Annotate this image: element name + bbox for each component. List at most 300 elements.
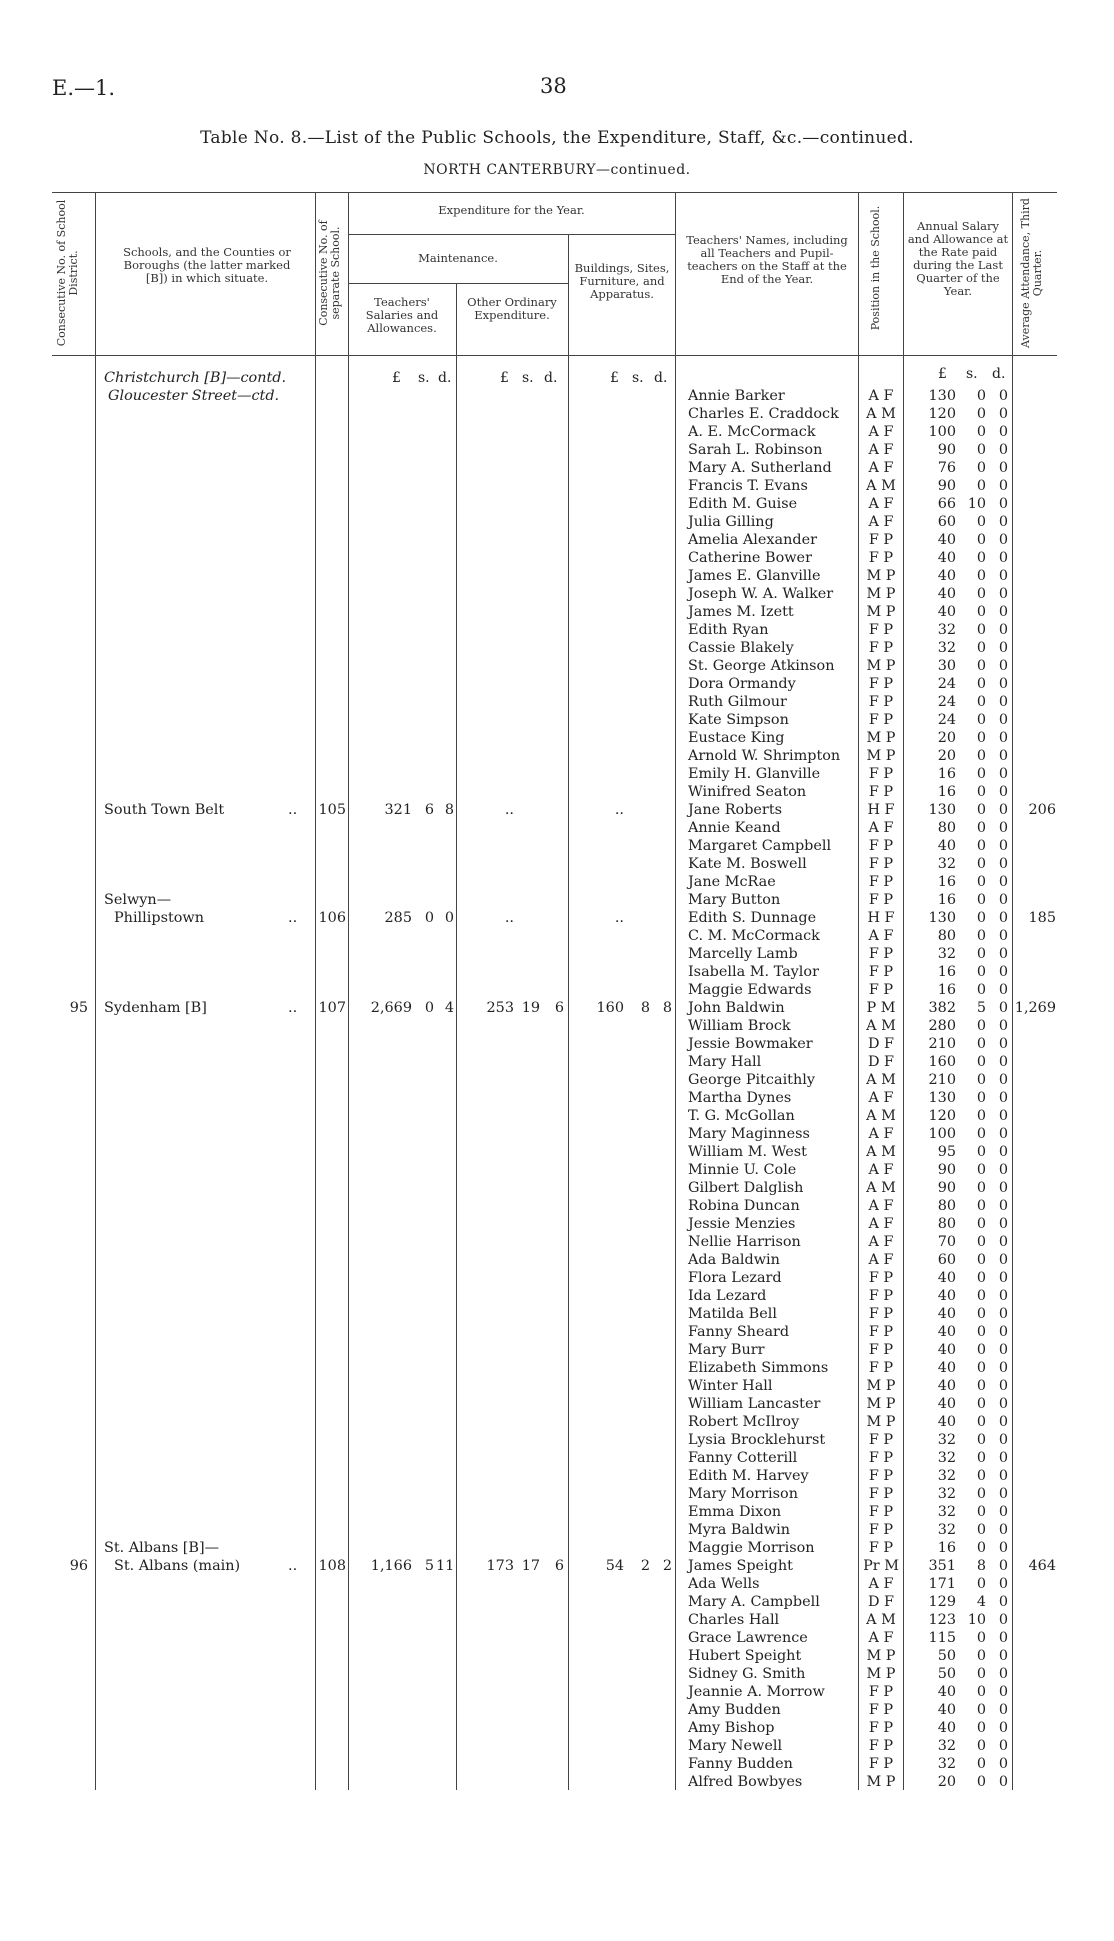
teacher-position: F P	[868, 1702, 894, 1718]
teacher-name: William Brock	[688, 1018, 791, 1034]
col-header-teachers-names: Teachers' Names, including all Teachers and Pupil-teachers on the Staff at the End of the Year.	[686, 233, 848, 286]
salary-pence: 0	[998, 460, 1008, 476]
salary-shillings: 0	[976, 1306, 986, 1322]
teacher-name: Edith M. Harvey	[688, 1468, 809, 1484]
teacher-name: Julia Gilling	[688, 514, 774, 530]
teacher-name: Jane McRae	[688, 874, 776, 890]
salary-pence: 0	[998, 1486, 1008, 1502]
teacher-name: John Baldwin	[688, 1000, 785, 1016]
teacher-position: A M	[866, 1108, 896, 1124]
salary-shillings: 0	[976, 676, 986, 692]
salary-pounds: 40	[937, 586, 956, 602]
salary-pounds: 171	[928, 1576, 956, 1592]
teacher-name: Fanny Sheard	[688, 1324, 790, 1340]
salary-pounds: 40	[937, 838, 956, 854]
salary-shillings: 0	[976, 622, 986, 638]
teacher-position: A F	[868, 514, 894, 530]
salary-pence: 0	[998, 406, 1008, 422]
teacher-name: Kate Simpson	[688, 712, 789, 728]
salary-shillings: 0	[976, 1108, 986, 1124]
salary-pence: 0	[998, 586, 1008, 602]
salary-pounds: 90	[937, 442, 956, 458]
salary-pence: 0	[998, 1054, 1008, 1070]
teacher-position: M P	[866, 604, 896, 620]
salaries-pence: 11	[436, 1558, 455, 1574]
salary-pounds: 50	[937, 1648, 956, 1664]
salary-pounds: 40	[937, 1306, 956, 1322]
teacher-name: Flora Lezard	[688, 1270, 782, 1286]
salary-shillings: 0	[976, 1504, 986, 1520]
teacher-position: P M	[866, 1000, 896, 1016]
teacher-position: F P	[868, 856, 894, 872]
teacher-name: Margaret Campbell	[688, 838, 832, 854]
salary-shillings: 0	[976, 1180, 986, 1196]
unit-shillings-other: s.	[522, 370, 534, 386]
teacher-position: M P	[866, 1378, 896, 1394]
salary-shillings: 0	[976, 442, 986, 458]
buildings-pounds: 54	[605, 1558, 624, 1574]
salary-pounds: 32	[937, 1504, 956, 1520]
unit-pounds-salaries: £	[392, 370, 401, 386]
salary-shillings: 0	[976, 730, 986, 746]
teacher-position: F P	[868, 1756, 894, 1772]
salary-shillings: 8	[976, 1558, 986, 1574]
salary-pounds: 40	[937, 568, 956, 584]
salary-shillings: 0	[976, 1288, 986, 1304]
col-header-teachers-salaries: Teachers' Salaries and Allowances.	[365, 295, 439, 335]
salary-pence: 0	[998, 1324, 1008, 1340]
teacher-name: Matilda Bell	[688, 1306, 777, 1322]
teacher-position: D F	[867, 1054, 895, 1070]
school-name: Sydenham [B]	[104, 1000, 207, 1016]
salary-shillings: 0	[976, 460, 986, 476]
teacher-position: A M	[866, 406, 896, 422]
salary-shillings: 0	[976, 478, 986, 494]
salary-pounds: 210	[928, 1072, 956, 1088]
teacher-name: Winter Hall	[688, 1378, 773, 1394]
salary-pounds: 100	[928, 424, 956, 440]
teacher-name: Mary Morrison	[688, 1486, 798, 1502]
salary-shillings: 0	[976, 1648, 986, 1664]
salaries-pence: 4	[444, 1000, 454, 1016]
salary-pence: 0	[998, 1000, 1008, 1016]
salary-pounds: 123	[928, 1612, 956, 1628]
salary-pounds: 130	[928, 910, 956, 926]
teacher-position: F P	[868, 1540, 894, 1556]
teacher-position: F P	[868, 1504, 894, 1520]
salary-shillings: 0	[976, 1756, 986, 1772]
salary-pence: 0	[998, 1540, 1008, 1556]
other-pence: 6	[554, 1558, 564, 1574]
salary-shillings: 0	[976, 784, 986, 800]
teacher-position: Pr M	[863, 1558, 899, 1574]
salary-pence: 0	[998, 1288, 1008, 1304]
other-pence: 6	[554, 1000, 564, 1016]
col-header-position: Position in the School.	[869, 205, 882, 331]
salary-pence: 0	[998, 568, 1008, 584]
teacher-name: Mary Button	[688, 892, 781, 908]
salary-shillings: 0	[976, 802, 986, 818]
teacher-position: A M	[866, 1144, 896, 1160]
salary-pence: 0	[998, 1036, 1008, 1052]
salary-shillings: 0	[976, 1684, 986, 1700]
salary-pounds: 70	[937, 1234, 956, 1250]
salary-shillings: 0	[976, 928, 986, 944]
salary-pence: 0	[998, 1432, 1008, 1448]
salary-shillings: 0	[976, 874, 986, 890]
teacher-name: George Pitcaithly	[688, 1072, 815, 1088]
unit-pounds-annual: £	[938, 366, 947, 382]
salary-pence: 0	[998, 1162, 1008, 1178]
salary-pounds: 32	[937, 1450, 956, 1466]
salary-shillings: 0	[976, 1324, 986, 1340]
salary-shillings: 0	[976, 388, 986, 404]
salary-pounds: 16	[937, 964, 956, 980]
salary-pence: 0	[998, 910, 1008, 926]
salary-shillings: 0	[976, 964, 986, 980]
table-subtitle: NORTH CANTERBURY—continued.	[423, 162, 691, 178]
teacher-position: F P	[868, 1450, 894, 1466]
salary-shillings: 0	[976, 1036, 986, 1052]
salary-pence: 0	[998, 1720, 1008, 1736]
teacher-position: F P	[868, 532, 894, 548]
salary-pence: 0	[998, 550, 1008, 566]
unit-pence-buildings: d.	[654, 370, 668, 386]
unit-shillings-annual: s.	[966, 366, 978, 382]
salary-pounds: 160	[928, 1054, 956, 1070]
salary-shillings: 5	[976, 1000, 986, 1016]
salary-shillings: 0	[976, 694, 986, 710]
salary-pence: 0	[998, 622, 1008, 638]
teacher-position: M P	[866, 1666, 896, 1682]
salary-shillings: 0	[976, 1018, 986, 1034]
teacher-name: Fanny Cotterill	[688, 1450, 798, 1466]
teacher-position: H F	[867, 910, 895, 926]
col-header-school: Schools, and the Counties or Boroughs (the latter marked [B]) in which situate.	[123, 245, 291, 285]
salary-pounds: 24	[937, 712, 956, 728]
salary-pence: 0	[998, 1396, 1008, 1412]
teacher-position: D F	[867, 1594, 895, 1610]
salary-pounds: 16	[937, 874, 956, 890]
salary-shillings: 0	[976, 514, 986, 530]
salary-pounds: 40	[937, 604, 956, 620]
salary-pence: 0	[998, 1180, 1008, 1196]
salary-pounds: 382	[928, 1000, 956, 1016]
teacher-name: Maggie Morrison	[688, 1540, 815, 1556]
salary-pounds: 32	[937, 856, 956, 872]
teacher-name: Emily H. Glanville	[688, 766, 821, 782]
salary-pence: 0	[998, 820, 1008, 836]
district-number: 96	[69, 1558, 88, 1574]
salary-pence: 0	[998, 748, 1008, 764]
teacher-position: F P	[868, 676, 894, 692]
salary-pounds: 16	[937, 892, 956, 908]
teacher-name: William Lancaster	[688, 1396, 821, 1412]
teacher-position: A F	[868, 424, 894, 440]
salaries-pence: 0	[444, 910, 454, 926]
teacher-name: James E. Glanville	[688, 568, 821, 584]
salary-shillings: 0	[976, 892, 986, 908]
salaries-pounds: 285	[384, 910, 412, 926]
salary-shillings: 0	[976, 1432, 986, 1448]
salary-shillings: 0	[976, 1342, 986, 1358]
teacher-position: F P	[868, 1306, 894, 1322]
salary-shillings: 0	[976, 1072, 986, 1088]
teacher-position: M P	[866, 748, 896, 764]
teacher-position: M P	[866, 1414, 896, 1430]
unit-pence-salaries: d.	[438, 370, 452, 386]
teacher-position: F P	[868, 874, 894, 890]
teacher-name: Marcelly Lamb	[688, 946, 798, 962]
salary-pence: 0	[998, 784, 1008, 800]
salary-shillings: 0	[976, 982, 986, 998]
teacher-name: Minnie U. Cole	[688, 1162, 797, 1178]
school-name: St. Albans (main)	[114, 1558, 241, 1574]
teacher-position: F P	[868, 550, 894, 566]
teacher-name: Jeannie A. Morrow	[688, 1684, 825, 1700]
col-header-annual-salary: Annual Salary and Allowance at the Rate paid during the Last Quarter of the Year.	[907, 219, 1009, 298]
leader-dots: ..	[288, 1558, 298, 1574]
teacher-position: M P	[866, 658, 896, 674]
salary-pounds: 130	[928, 388, 956, 404]
teacher-name: Mary Maginness	[688, 1126, 810, 1142]
school-name: South Town Belt	[104, 802, 225, 818]
salaries-pounds: 321	[384, 802, 412, 818]
salary-shillings: 10	[967, 496, 986, 512]
page-number: 38	[540, 74, 567, 98]
other-pounds: ..	[504, 802, 514, 818]
salary-pence: 0	[998, 1594, 1008, 1610]
salary-pounds: 40	[937, 1684, 956, 1700]
buildings-pounds: 160	[596, 1000, 624, 1016]
teacher-name: Mary A. Campbell	[688, 1594, 820, 1610]
salary-pence: 0	[998, 1468, 1008, 1484]
unit-shillings-salaries: s.	[418, 370, 430, 386]
teacher-name: Jane Roberts	[688, 802, 782, 818]
salary-pounds: 16	[937, 1540, 956, 1556]
teacher-position: F P	[868, 1468, 894, 1484]
salary-pounds: 32	[937, 1432, 956, 1448]
salary-pence: 0	[998, 1504, 1008, 1520]
salary-pounds: 40	[937, 1702, 956, 1718]
salary-pounds: 120	[928, 406, 956, 422]
salary-pence: 0	[998, 1270, 1008, 1286]
salary-pence: 0	[998, 892, 1008, 908]
teacher-position: A F	[868, 388, 894, 404]
school-name: Gloucester Street—ctd.	[108, 388, 280, 404]
salary-pence: 0	[998, 982, 1008, 998]
salary-shillings: 0	[976, 1090, 986, 1106]
teacher-name: Martha Dynes	[688, 1090, 792, 1106]
teacher-name: Edith M. Guise	[688, 496, 798, 512]
salary-shillings: 0	[976, 1576, 986, 1592]
salary-pence: 0	[998, 1306, 1008, 1322]
teacher-position: F P	[868, 982, 894, 998]
buildings-pounds: ..	[614, 910, 624, 926]
salary-pence: 0	[998, 1090, 1008, 1106]
average-attendance: 185	[1028, 910, 1056, 926]
buildings-shillings: 8	[640, 1000, 650, 1016]
salary-pounds: 60	[937, 514, 956, 530]
salary-pence: 0	[998, 946, 1008, 962]
teacher-name: Edith S. Dunnage	[688, 910, 817, 926]
teacher-position: F P	[868, 784, 894, 800]
teacher-position: A F	[868, 1216, 894, 1232]
salary-pence: 0	[998, 1342, 1008, 1358]
salary-pounds: 95	[937, 1144, 956, 1160]
teacher-name: Mary Burr	[688, 1342, 765, 1358]
salary-shillings: 4	[976, 1594, 986, 1610]
leader-dots: ..	[288, 910, 298, 926]
other-pounds: ..	[504, 910, 514, 926]
salary-pounds: 24	[937, 694, 956, 710]
salary-pounds: 24	[937, 676, 956, 692]
teacher-position: A F	[868, 1630, 894, 1646]
salary-shillings: 0	[976, 1396, 986, 1412]
salary-pounds: 40	[937, 1288, 956, 1304]
teacher-position: A F	[868, 1126, 894, 1142]
salaries-pounds: 2,669	[370, 1000, 412, 1016]
teacher-name: Cassie Blakely	[688, 640, 794, 656]
teacher-name: Amy Bishop	[688, 1720, 775, 1736]
salary-pence: 0	[998, 712, 1008, 728]
teacher-position: F P	[868, 1522, 894, 1538]
salary-pence: 0	[998, 1612, 1008, 1628]
teacher-name: Ruth Gilmour	[688, 694, 787, 710]
teacher-position: A F	[868, 1576, 894, 1592]
teacher-name: Sarah L. Robinson	[688, 442, 823, 458]
salary-pounds: 32	[937, 622, 956, 638]
teacher-position: F P	[868, 1432, 894, 1448]
salary-pounds: 20	[937, 1774, 956, 1790]
table-title: Table No. 8.—List of the Public Schools, the Expenditure, Staff, &c.—continued.	[200, 128, 914, 148]
salary-pence: 0	[998, 856, 1008, 872]
teacher-position: F P	[868, 1342, 894, 1358]
teacher-position: A M	[866, 1612, 896, 1628]
salary-pounds: 60	[937, 1252, 956, 1268]
other-pounds: 173	[486, 1558, 514, 1574]
salary-pounds: 16	[937, 982, 956, 998]
salary-pence: 0	[998, 766, 1008, 782]
teacher-position: M P	[866, 730, 896, 746]
buildings-shillings: 2	[640, 1558, 650, 1574]
salary-pence: 0	[998, 1378, 1008, 1394]
teacher-name: Myra Baldwin	[688, 1522, 791, 1538]
salary-shillings: 0	[976, 1450, 986, 1466]
other-shillings: 19	[521, 1000, 540, 1016]
salary-pence: 0	[998, 1558, 1008, 1574]
salary-pounds: 90	[937, 478, 956, 494]
teacher-name: C. M. McCormack	[688, 928, 820, 944]
teacher-name: William M. West	[688, 1144, 807, 1160]
teacher-name: Robina Duncan	[688, 1198, 800, 1214]
salary-pence: 0	[998, 1414, 1008, 1430]
salary-pence: 0	[998, 1198, 1008, 1214]
col-header-other-expenditure: Other Ordinary Expenditure.	[467, 295, 557, 322]
teacher-name: Edith Ryan	[688, 622, 769, 638]
teacher-position: A F	[868, 1252, 894, 1268]
teacher-name: Arnold W. Shrimpton	[688, 748, 841, 764]
salary-pounds: 80	[937, 928, 956, 944]
teacher-name: Mary A. Sutherland	[688, 460, 832, 476]
salary-pence: 0	[998, 1702, 1008, 1718]
average-attendance: 1,269	[1014, 1000, 1056, 1016]
unit-pence-annual: d.	[992, 366, 1006, 382]
salary-pounds: 40	[937, 1720, 956, 1736]
teacher-position: A F	[868, 460, 894, 476]
salary-pounds: 40	[937, 550, 956, 566]
teacher-name: Amy Budden	[688, 1702, 781, 1718]
teacher-position: A F	[868, 928, 894, 944]
salary-shillings: 10	[967, 1612, 986, 1628]
salary-shillings: 0	[976, 1144, 986, 1160]
salary-pounds: 66	[937, 496, 956, 512]
teacher-position: M P	[866, 586, 896, 602]
salary-pence: 0	[998, 640, 1008, 656]
salary-pence: 0	[998, 1252, 1008, 1268]
salaries-shillings: 0	[424, 910, 434, 926]
teacher-name: Gilbert Dalglish	[688, 1180, 804, 1196]
salary-pounds: 40	[937, 1342, 956, 1358]
salary-shillings: 0	[976, 1468, 986, 1484]
salary-pounds: 129	[928, 1594, 956, 1610]
salary-pence: 0	[998, 1072, 1008, 1088]
teacher-name: Ada Wells	[688, 1576, 760, 1592]
salary-pence: 0	[998, 928, 1008, 944]
teacher-position: A F	[868, 442, 894, 458]
salary-pounds: 210	[928, 1036, 956, 1052]
salary-pounds: 80	[937, 820, 956, 836]
school-number: 105	[318, 802, 346, 818]
teacher-position: F P	[868, 1324, 894, 1340]
salary-pounds: 30	[937, 658, 956, 674]
salary-pence: 0	[998, 1108, 1008, 1124]
salary-pounds: 40	[937, 1324, 956, 1340]
salary-pounds: 76	[937, 460, 956, 476]
salary-shillings: 0	[976, 406, 986, 422]
salary-pounds: 40	[937, 1414, 956, 1430]
salary-shillings: 0	[976, 1666, 986, 1682]
teacher-position: A M	[866, 1180, 896, 1196]
teacher-position: F P	[868, 892, 894, 908]
salary-pence: 0	[998, 1216, 1008, 1232]
salary-pence: 0	[998, 838, 1008, 854]
salary-pence: 0	[998, 658, 1008, 674]
salary-shillings: 0	[976, 1720, 986, 1736]
salary-pounds: 100	[928, 1126, 956, 1142]
salary-pence: 0	[998, 442, 1008, 458]
salaries-pence: 8	[444, 802, 454, 818]
salary-pounds: 130	[928, 802, 956, 818]
salary-pounds: 20	[937, 748, 956, 764]
unit-shillings-buildings: s.	[632, 370, 644, 386]
salary-pounds: 32	[937, 1522, 956, 1538]
salary-shillings: 0	[976, 1198, 986, 1214]
salary-pence: 0	[998, 1684, 1008, 1700]
teacher-position: F P	[868, 640, 894, 656]
teacher-name: Eustace King	[688, 730, 785, 746]
salary-shillings: 0	[976, 1486, 986, 1502]
salary-shillings: 0	[976, 604, 986, 620]
salaries-shillings: 0	[424, 1000, 434, 1016]
salary-pence: 0	[998, 514, 1008, 530]
salary-pence: 0	[998, 1450, 1008, 1466]
buildings-pence: 2	[662, 1558, 672, 1574]
teacher-name: Ida Lezard	[688, 1288, 767, 1304]
salary-pence: 0	[998, 478, 1008, 494]
salary-pounds: 120	[928, 1108, 956, 1124]
teacher-name: Emma Dixon	[688, 1504, 782, 1520]
